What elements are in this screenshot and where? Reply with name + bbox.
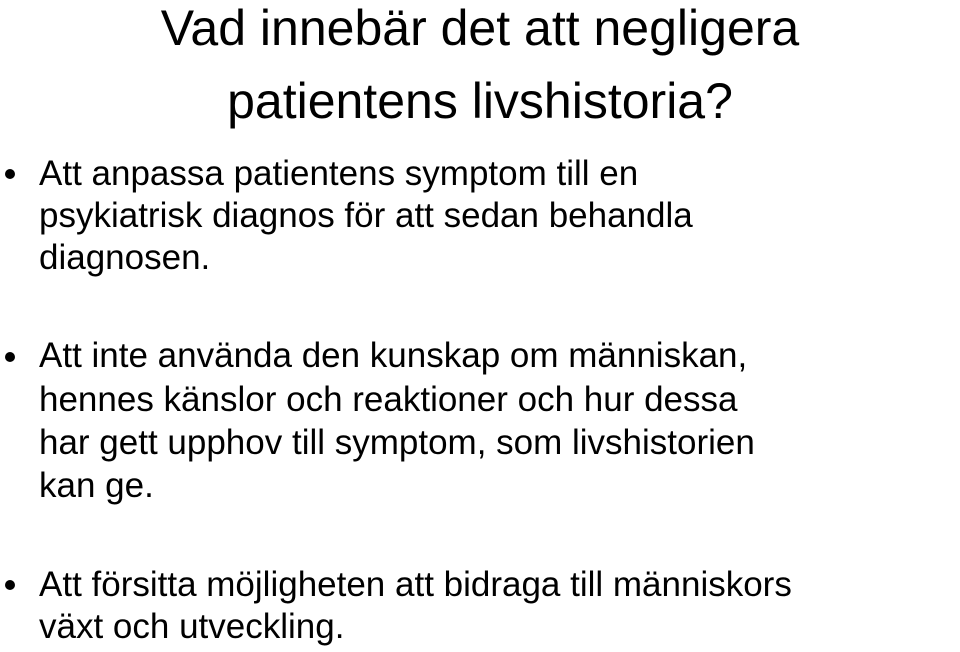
bullet-3-line-2: växt och utveckling. xyxy=(39,607,345,646)
bullet-1-line-3: diagnosen. xyxy=(39,238,211,277)
bullet-dot-icon xyxy=(5,169,15,179)
slide-title-line-1: Vad innebär det att negligera xyxy=(160,0,800,56)
bullet-dot-icon xyxy=(5,352,15,362)
bullet-1-line-1: Att anpassa patientens symptom till en xyxy=(39,154,639,193)
bullet-2-line-4: kan ge. xyxy=(39,466,154,505)
bullet-2-line-3: har gett upphov till symptom, som livshistorien xyxy=(39,423,755,462)
bullet-2-line-1: Att inte använda den kunskap om människan, xyxy=(39,336,748,375)
bullet-1-line-2: psykiatrisk diagnos för att sedan behandla xyxy=(39,196,693,235)
bullet-2-line-2: hennes känslor och reaktioner och hur dessa xyxy=(39,380,738,419)
slide-title-line-2: patientens livshistoria? xyxy=(227,73,733,129)
bullet-3-line-1: Att försitta möjligheten att bidraga till människors xyxy=(39,565,792,604)
bullet-dot-icon xyxy=(5,580,15,590)
